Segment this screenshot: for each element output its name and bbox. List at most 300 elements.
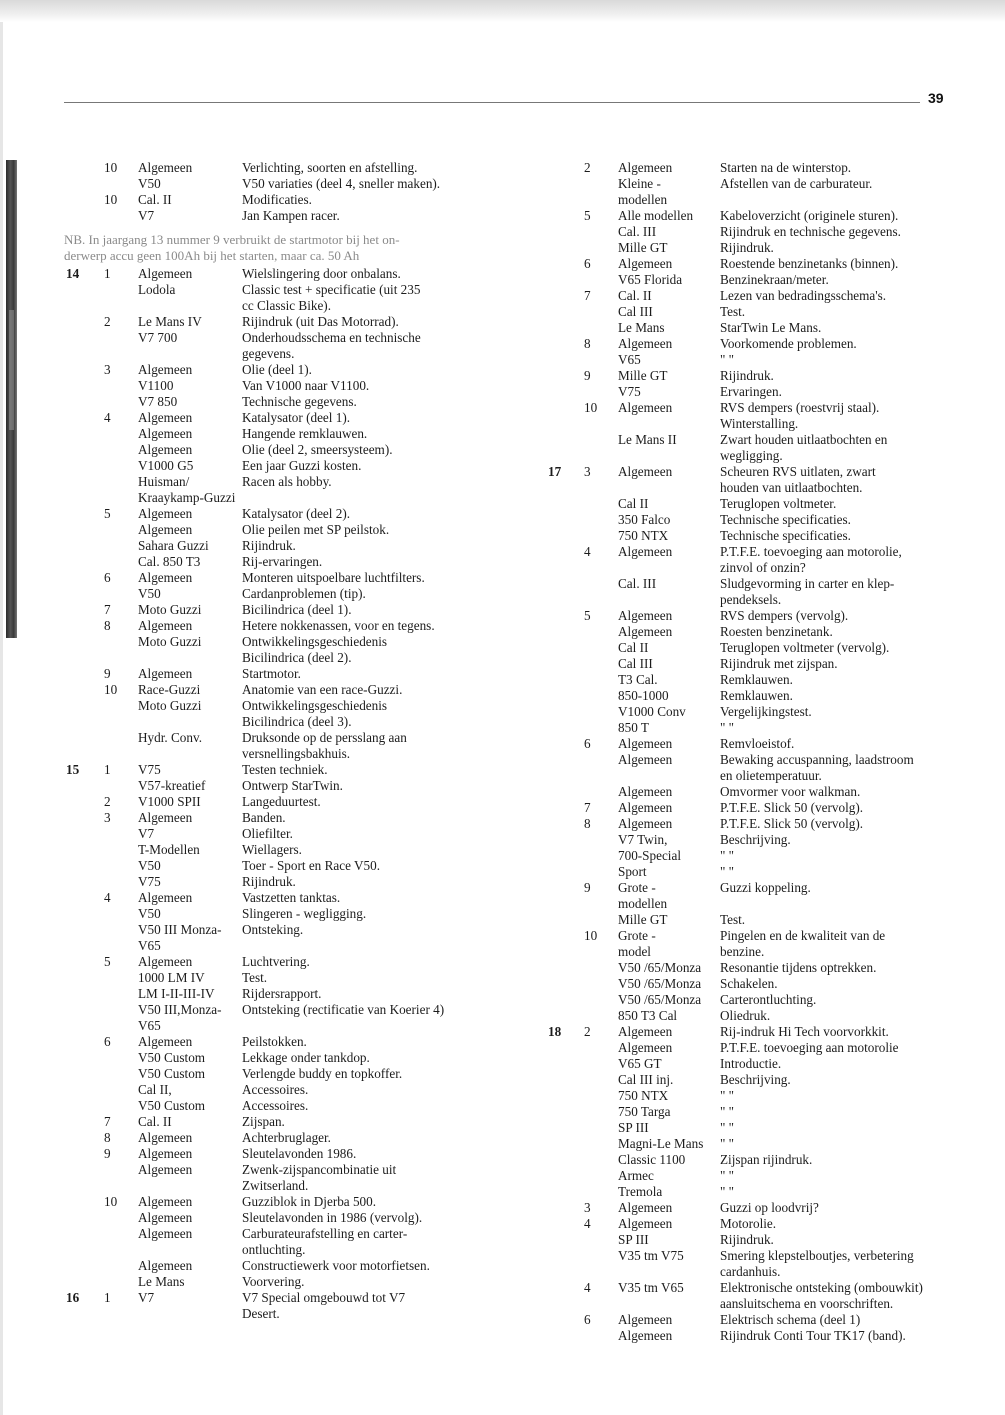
article-title: Rijindruk. bbox=[720, 240, 774, 255]
issue-number: 10 bbox=[104, 160, 118, 175]
model-name: Algemeen bbox=[618, 1312, 673, 1327]
article-title: Jan Kampen racer. bbox=[242, 208, 340, 223]
article-title: Lezen van bedradingsschema's. bbox=[720, 288, 887, 303]
article-title: Achterbruglager. bbox=[242, 1130, 331, 1145]
issue-number: 8 bbox=[104, 1130, 111, 1145]
model-name: T-Modellen bbox=[138, 842, 200, 857]
issue-number: 7 bbox=[104, 1114, 111, 1129]
model-name: Moto Guzzi bbox=[138, 634, 202, 649]
model-name: Algemeen bbox=[138, 810, 193, 825]
article-title: pendeksels. bbox=[720, 592, 782, 607]
model-name: SP III bbox=[618, 1120, 649, 1135]
article-title: P.T.F.E. toevoeging aan motorolie bbox=[720, 1040, 899, 1055]
model-name: SP III bbox=[618, 1232, 649, 1247]
article-title: Rij-indruk Hi Tech voorvorkkit. bbox=[720, 1024, 889, 1039]
index-row bbox=[544, 704, 984, 720]
index-row bbox=[544, 192, 984, 208]
article-title: Wielslingering door onbalans. bbox=[242, 266, 401, 281]
index-row bbox=[62, 650, 532, 666]
article-title: Accessoires. bbox=[242, 1098, 309, 1113]
index-row bbox=[544, 1248, 984, 1264]
article-title: " " bbox=[720, 1184, 735, 1199]
model-name: Algemeen bbox=[138, 1034, 193, 1049]
model-name: model bbox=[618, 944, 651, 959]
index-row bbox=[544, 608, 984, 624]
index-row bbox=[544, 160, 984, 176]
index-row bbox=[62, 634, 532, 650]
issue-number: 5 bbox=[104, 954, 111, 969]
model-name: Algemeen bbox=[618, 256, 673, 271]
model-name: V1000 SPII bbox=[138, 794, 201, 809]
model-name: Algemeen bbox=[138, 1194, 193, 1209]
article-title: V7 Special omgebouwd tot V7 bbox=[242, 1290, 406, 1305]
model-name: V35 tm V65 bbox=[618, 1280, 684, 1295]
index-row bbox=[62, 586, 532, 602]
article-title: Guzzi op loodvrij? bbox=[720, 1200, 819, 1215]
model-name: V50 bbox=[138, 906, 161, 921]
issue-number: 7 bbox=[104, 602, 111, 617]
index-row bbox=[62, 906, 532, 922]
index-row bbox=[544, 672, 984, 688]
article-title: Modificaties. bbox=[242, 192, 312, 207]
index-row bbox=[544, 656, 984, 672]
index-row bbox=[62, 346, 532, 362]
article-title: " " bbox=[720, 720, 735, 735]
index-row bbox=[62, 858, 532, 874]
article-title: Test. bbox=[242, 970, 268, 985]
article-title: Technische specificaties. bbox=[720, 512, 851, 527]
issue-number: 3 bbox=[104, 810, 111, 825]
index-row bbox=[62, 314, 532, 330]
article-title: Langeduurtest. bbox=[242, 794, 321, 809]
article-title: Slingeren - wegligging. bbox=[242, 906, 367, 921]
model-name: Algemeen bbox=[138, 618, 193, 633]
article-title: Scheuren RVS uitlaten, zwart bbox=[720, 464, 876, 479]
model-name: V50 bbox=[138, 176, 161, 191]
issue-number: 3 bbox=[584, 1200, 591, 1215]
article-title: Beschrijving. bbox=[720, 832, 791, 847]
index-row bbox=[544, 512, 984, 528]
index-row bbox=[62, 1194, 532, 1210]
index-row bbox=[62, 1226, 532, 1242]
model-name: V50 bbox=[138, 858, 161, 873]
model-name: 750 Targa bbox=[618, 1104, 671, 1119]
model-name: Huisman/ bbox=[138, 474, 190, 489]
index-row bbox=[62, 1210, 532, 1226]
article-title: " " bbox=[720, 864, 735, 879]
issue-number: 8 bbox=[584, 336, 591, 351]
model-name: Algemeen bbox=[138, 1226, 193, 1241]
article-title: Zwart houden uitlaatbochten en bbox=[720, 432, 888, 447]
index-row bbox=[544, 384, 984, 400]
article-title: Bicilindrica (deel 3). bbox=[242, 714, 352, 729]
index-row bbox=[62, 474, 532, 490]
issue-number: 6 bbox=[584, 1312, 591, 1327]
article-title: RVS dempers (vervolg). bbox=[720, 608, 849, 623]
issue-number: 6 bbox=[584, 736, 591, 751]
index-row bbox=[544, 1168, 984, 1184]
article-title: Olie (deel 2, smeersysteem). bbox=[242, 442, 393, 457]
issue-number: 9 bbox=[104, 666, 111, 681]
index-row bbox=[62, 826, 532, 842]
article-title: " " bbox=[720, 1136, 735, 1151]
index-row bbox=[62, 666, 532, 682]
index-row bbox=[544, 1120, 984, 1136]
index-row bbox=[62, 1050, 532, 1066]
article-title: Peilstokken. bbox=[242, 1034, 307, 1049]
model-name: Algemeen bbox=[138, 1258, 193, 1273]
model-name: V7 700 bbox=[138, 330, 178, 345]
model-name: Algemeen bbox=[618, 1040, 673, 1055]
index-row bbox=[544, 1008, 984, 1024]
model-name: Algemeen bbox=[618, 400, 673, 415]
model-name: Hydr. Conv. bbox=[138, 730, 202, 745]
model-name: V50 III Monza- bbox=[138, 922, 222, 937]
model-name: Mille GT bbox=[618, 368, 668, 383]
article-title: " " bbox=[720, 352, 735, 367]
index-row bbox=[62, 1274, 532, 1290]
index-row bbox=[62, 378, 532, 394]
model-name: 850 T3 Cal bbox=[618, 1008, 678, 1023]
index-row bbox=[544, 1312, 984, 1328]
model-name: 1000 LM IV bbox=[138, 970, 205, 985]
article-title: StarTwin Le Mans. bbox=[720, 320, 822, 335]
spacer bbox=[62, 224, 532, 232]
index-row bbox=[544, 1088, 984, 1104]
article-title: Remklauwen. bbox=[720, 672, 793, 687]
index-row bbox=[544, 448, 984, 464]
model-name: V75 bbox=[138, 762, 161, 777]
model-name: Algemeen bbox=[618, 1328, 673, 1343]
model-name: V1000 Conv bbox=[618, 704, 686, 719]
index-row bbox=[544, 592, 984, 608]
issue-number: 9 bbox=[584, 880, 591, 895]
issue-number: 1 bbox=[104, 266, 111, 281]
index-row bbox=[544, 528, 984, 544]
index-row bbox=[544, 624, 984, 640]
issue-number: 10 bbox=[104, 192, 118, 207]
article-title: V50 variaties (deel 4, sneller maken). bbox=[242, 176, 441, 191]
model-name: 700-Special bbox=[618, 848, 681, 863]
article-title: houden van uitlaatbochten. bbox=[720, 480, 863, 495]
index-column-right bbox=[544, 160, 984, 1344]
index-row bbox=[544, 848, 984, 864]
index-row bbox=[62, 458, 532, 474]
article-title: Testen techniek. bbox=[242, 762, 328, 777]
article-title: " " bbox=[720, 1088, 735, 1103]
article-title: Banden. bbox=[242, 810, 286, 825]
index-row bbox=[62, 1242, 532, 1258]
model-name: Algemeen bbox=[618, 160, 673, 175]
index-row bbox=[62, 938, 532, 954]
article-title: Oliefilter. bbox=[242, 826, 293, 841]
article-title: Technische gegevens. bbox=[242, 394, 357, 409]
issue-number: 8 bbox=[104, 618, 111, 633]
issue-number: 4 bbox=[584, 1216, 591, 1231]
article-title: Classic test + specificatie (uit 235 bbox=[242, 282, 421, 297]
index-row bbox=[62, 410, 532, 426]
index-row bbox=[544, 944, 984, 960]
index-row bbox=[544, 640, 984, 656]
model-name: Algemeen bbox=[618, 1024, 673, 1039]
scan-top-shadow bbox=[0, 0, 1005, 22]
model-name: V57-kreatief bbox=[138, 778, 206, 793]
model-name: V50 Custom bbox=[138, 1066, 206, 1081]
article-title: Roesten benzinetank. bbox=[720, 624, 833, 639]
article-title: Hangende remklauwen. bbox=[242, 426, 368, 441]
index-row bbox=[544, 256, 984, 272]
article-title: Rijindruk. bbox=[242, 538, 296, 553]
index-row bbox=[62, 1034, 532, 1050]
issue-number: 8 bbox=[584, 816, 591, 831]
article-title: Wiellagers. bbox=[242, 842, 302, 857]
model-name: V50 Custom bbox=[138, 1050, 206, 1065]
index-row bbox=[62, 794, 532, 810]
article-title: Katalysator (deel 2). bbox=[242, 506, 351, 521]
issue-number: 4 bbox=[584, 544, 591, 559]
model-name: Kraaykamp-Guzzi bbox=[138, 490, 236, 505]
model-name: Algemeen bbox=[138, 890, 193, 905]
article-title: " " bbox=[720, 848, 735, 863]
index-row bbox=[62, 570, 532, 586]
index-row bbox=[62, 1002, 532, 1018]
model-name: Algemeen bbox=[138, 442, 193, 457]
model-name: Grote - bbox=[618, 880, 656, 895]
article-title: Introductie. bbox=[720, 1056, 782, 1071]
index-row bbox=[544, 272, 984, 288]
issue-number: 2 bbox=[584, 160, 591, 175]
article-title: Kabeloverzicht (originele sturen). bbox=[720, 208, 899, 223]
model-name: Algemeen bbox=[618, 800, 673, 815]
index-row bbox=[62, 810, 532, 826]
page-number: 39 bbox=[928, 90, 944, 106]
issue-number: 2 bbox=[104, 794, 111, 809]
model-name: Lodola bbox=[138, 282, 176, 297]
index-row bbox=[62, 1306, 532, 1322]
header-rule bbox=[64, 102, 920, 103]
model-name: Mille GT bbox=[618, 912, 668, 927]
index-row bbox=[62, 1130, 532, 1146]
index-row bbox=[544, 368, 984, 384]
scan-left-edge bbox=[0, 22, 3, 1415]
article-title: Rijindruk en technische gegevens. bbox=[720, 224, 901, 239]
article-title: Bewaking accuspanning, laadstroom bbox=[720, 752, 914, 767]
model-name: modellen bbox=[618, 896, 668, 911]
article-title: Sleutelavonden 1986. bbox=[242, 1146, 357, 1161]
article-title: Guzzi koppeling. bbox=[720, 880, 811, 895]
article-title: Cardanproblemen (tip). bbox=[242, 586, 366, 601]
article-title: Test. bbox=[720, 912, 746, 927]
index-row bbox=[62, 426, 532, 442]
model-name: Cal. II bbox=[138, 1114, 172, 1129]
model-name: T3 Cal. bbox=[618, 672, 658, 687]
issue-number: 9 bbox=[104, 1146, 111, 1161]
index-row bbox=[62, 842, 532, 858]
article-title: P.T.F.E. toevoeging aan motorolie, bbox=[720, 544, 902, 559]
erratum-note-line: derwerp accu geen 100Ah bij het starten, maar ca. 50 Ah bbox=[64, 248, 360, 263]
index-row bbox=[544, 784, 984, 800]
model-name: 750 NTX bbox=[618, 1088, 669, 1103]
article-title: Anatomie van een race-Guzzi. bbox=[242, 682, 403, 697]
index-row bbox=[544, 1216, 984, 1232]
article-title: Monteren uitspoelbare luchtfilters. bbox=[242, 570, 425, 585]
index-row bbox=[62, 1290, 532, 1306]
article-title: Accessoires. bbox=[242, 1082, 309, 1097]
model-name: V50 /65/Monza bbox=[618, 960, 702, 975]
issue-number: 10 bbox=[584, 400, 598, 415]
index-column-left bbox=[62, 160, 532, 1322]
index-row bbox=[62, 490, 532, 506]
index-row bbox=[62, 506, 532, 522]
index-row bbox=[544, 736, 984, 752]
article-title: Teruglopen voltmeter. bbox=[720, 496, 837, 511]
index-row bbox=[544, 688, 984, 704]
index-row bbox=[544, 992, 984, 1008]
model-name: Algemeen bbox=[618, 816, 673, 831]
model-name: Algemeen bbox=[138, 954, 193, 969]
article-title: Remvloeistof. bbox=[720, 736, 795, 751]
index-row bbox=[62, 176, 532, 192]
binding-strip bbox=[6, 160, 17, 638]
article-title: Rijindruk. bbox=[242, 874, 296, 889]
index-row bbox=[544, 1024, 984, 1040]
index-row bbox=[544, 832, 984, 848]
model-name: Cal II, bbox=[138, 1082, 172, 1097]
model-name: Cal III bbox=[618, 304, 653, 319]
model-name: Algemeen bbox=[618, 608, 673, 623]
model-name: Algemeen bbox=[138, 1146, 193, 1161]
index-row bbox=[544, 768, 984, 784]
index-row bbox=[544, 960, 984, 976]
model-name: Algemeen bbox=[138, 362, 193, 377]
index-row bbox=[544, 544, 984, 560]
index-row bbox=[62, 682, 532, 698]
index-row bbox=[544, 1296, 984, 1312]
index-row bbox=[544, 464, 984, 480]
index-row bbox=[62, 192, 532, 208]
model-name: V7 Twin, bbox=[618, 832, 668, 847]
article-title: Racen als hobby. bbox=[242, 474, 332, 489]
model-name: modellen bbox=[618, 192, 668, 207]
model-name: Algemeen bbox=[138, 1162, 193, 1177]
model-name: Cal. 850 T3 bbox=[138, 554, 201, 569]
model-name: Armec bbox=[618, 1168, 654, 1183]
article-title: Katalysator (deel 1). bbox=[242, 410, 351, 425]
model-name: Algemeen bbox=[138, 426, 193, 441]
model-name: Cal. III bbox=[618, 576, 657, 591]
model-name: Le Mans bbox=[618, 320, 665, 335]
article-title: Luchtvering. bbox=[242, 954, 310, 969]
article-title: Olie (deel 1). bbox=[242, 362, 312, 377]
article-title: Ervaringen. bbox=[720, 384, 782, 399]
article-title: Omvormer voor walkman. bbox=[720, 784, 861, 799]
article-title: Rijindruk met zijspan. bbox=[720, 656, 838, 671]
article-title: Pingelen en de kwaliteit van de bbox=[720, 928, 886, 943]
issue-number: 7 bbox=[584, 800, 591, 815]
model-name: V65 bbox=[138, 1018, 161, 1033]
article-title: Rijindruk (uit Das Motorrad). bbox=[242, 314, 399, 329]
index-row bbox=[544, 576, 984, 592]
article-title: cc Classic Bike). bbox=[242, 298, 331, 313]
model-name: V7 bbox=[138, 1290, 155, 1305]
index-row bbox=[62, 442, 532, 458]
model-name: V50 /65/Monza bbox=[618, 976, 702, 991]
erratum-note bbox=[62, 232, 532, 266]
index-row bbox=[62, 1162, 532, 1178]
issue-number: 7 bbox=[584, 288, 591, 303]
model-name: Algemeen bbox=[138, 570, 193, 585]
model-name: V1000 G5 bbox=[138, 458, 194, 473]
article-title: versnellingsbakhuis. bbox=[242, 746, 351, 761]
article-title: Verlengde buddy en topkoffer. bbox=[242, 1066, 403, 1081]
model-name: Magni-Le Mans bbox=[618, 1136, 704, 1151]
model-name: V65 Florida bbox=[618, 272, 683, 287]
index-row bbox=[544, 336, 984, 352]
index-row bbox=[62, 1018, 532, 1034]
model-name: Algemeen bbox=[618, 736, 673, 751]
index-row bbox=[544, 816, 984, 832]
erratum-note-line: NB. In jaargang 13 nummer 9 verbruikt de startmotor bij het on- bbox=[64, 232, 400, 247]
model-name: Sahara Guzzi bbox=[138, 538, 209, 553]
article-title: Guzziblok in Djerba 500. bbox=[242, 1194, 377, 1209]
article-title: Bicilindrica (deel 1). bbox=[242, 602, 352, 617]
article-title: Zwitserland. bbox=[242, 1178, 309, 1193]
article-title: Sleutelavonden in 1986 (vervolg). bbox=[242, 1210, 423, 1225]
issue-number: 6 bbox=[104, 1034, 111, 1049]
index-row bbox=[544, 432, 984, 448]
model-name: V1100 bbox=[138, 378, 174, 393]
issue-number: 9 bbox=[584, 368, 591, 383]
index-row bbox=[544, 176, 984, 192]
model-name: 850 T bbox=[618, 720, 649, 735]
article-title: Druksonde op de persslang aan bbox=[242, 730, 407, 745]
article-title: Voorkomende problemen. bbox=[720, 336, 857, 351]
volume-number: 16 bbox=[66, 1290, 80, 1305]
index-row bbox=[544, 560, 984, 576]
article-title: Test. bbox=[720, 304, 746, 319]
index-row bbox=[62, 602, 532, 618]
article-title: Zijspan rijindruk. bbox=[720, 1152, 813, 1167]
article-title: Carburateurafstelling en carter- bbox=[242, 1226, 408, 1241]
index-row bbox=[544, 1232, 984, 1248]
article-title: Startmotor. bbox=[242, 666, 301, 681]
article-title: Rijindruk. bbox=[720, 368, 774, 383]
article-title: Teruglopen voltmeter (vervolg). bbox=[720, 640, 890, 655]
article-title: zinvol of onzin? bbox=[720, 560, 806, 575]
index-row bbox=[544, 480, 984, 496]
index-row bbox=[62, 330, 532, 346]
model-name: Algemeen bbox=[618, 1216, 673, 1231]
index-row bbox=[62, 698, 532, 714]
index-row bbox=[62, 730, 532, 746]
model-name: Moto Guzzi bbox=[138, 602, 202, 617]
model-name: Le Mans bbox=[138, 1274, 185, 1289]
article-title: Remklauwen. bbox=[720, 688, 793, 703]
article-title: en olietemperatuur. bbox=[720, 768, 822, 783]
index-row bbox=[62, 714, 532, 730]
index-row bbox=[62, 208, 532, 224]
model-name: Kleine - bbox=[618, 176, 661, 191]
index-row bbox=[544, 1200, 984, 1216]
index-row bbox=[62, 1082, 532, 1098]
article-title: Elektronische ontsteking (ombouwkit) bbox=[720, 1280, 923, 1295]
index-row bbox=[62, 746, 532, 762]
index-row bbox=[544, 1152, 984, 1168]
model-name: Algemeen bbox=[618, 784, 673, 799]
model-name: V50 /65/Monza bbox=[618, 992, 702, 1007]
issue-number: 1 bbox=[104, 762, 111, 777]
index-row bbox=[544, 208, 984, 224]
